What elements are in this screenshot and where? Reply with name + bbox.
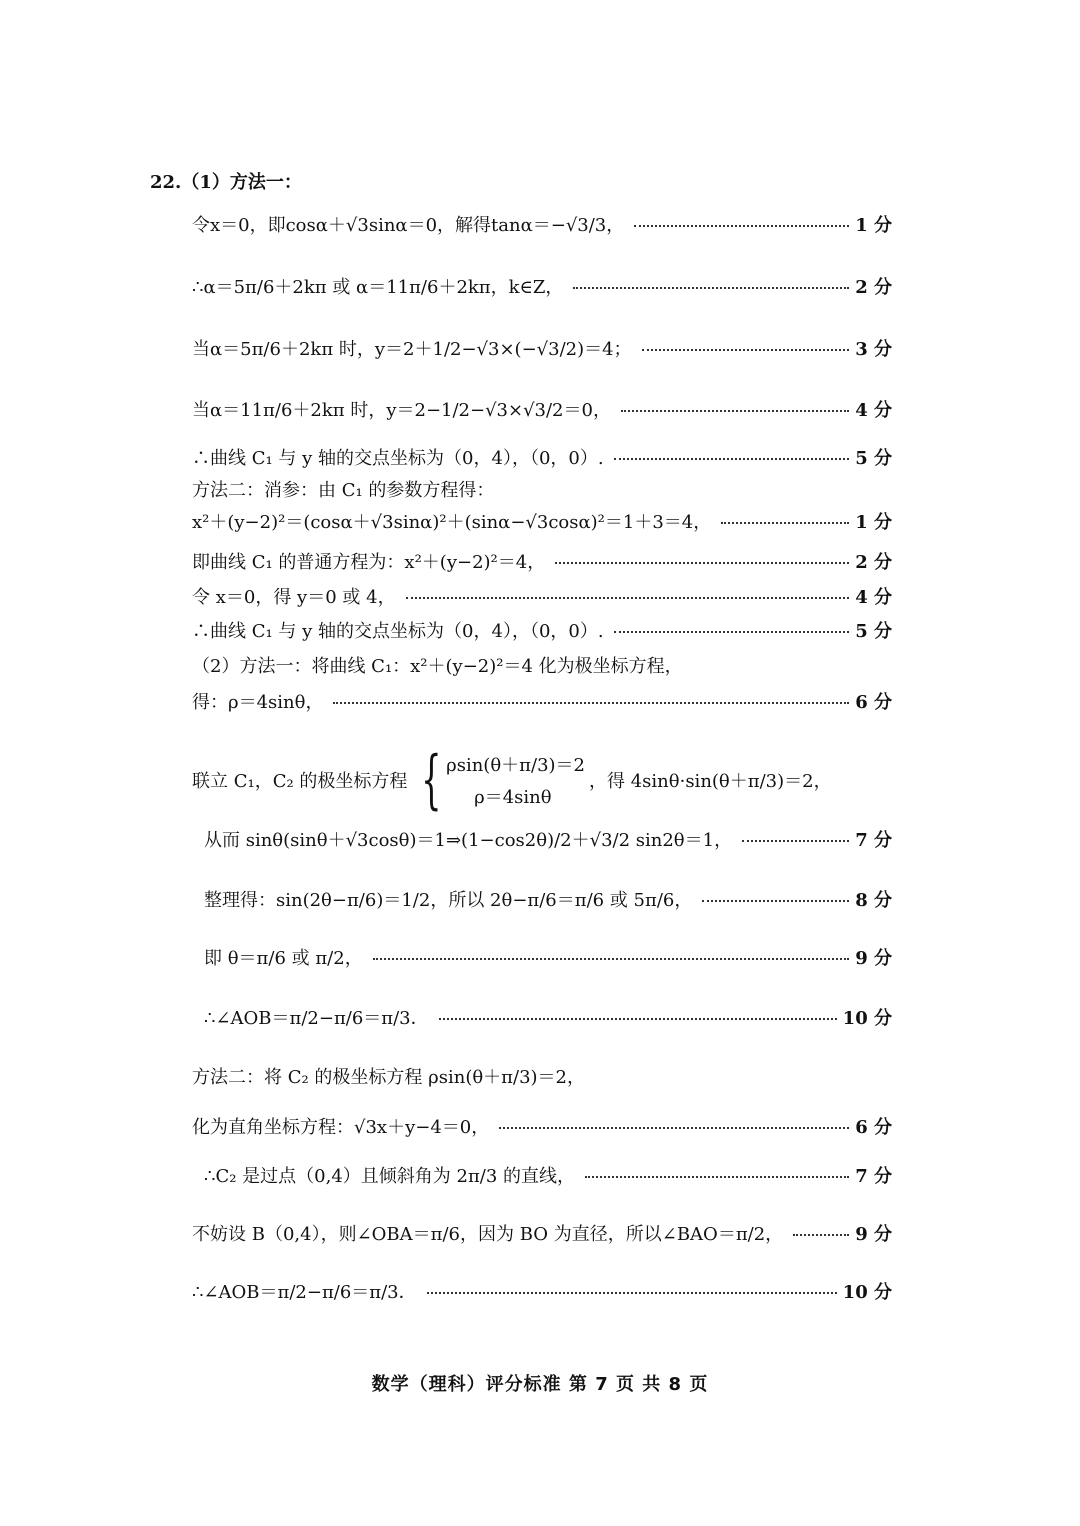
solution-expression: ∴C₂ 是过点（0,4）且倾斜角为 2π/3 的直线， [204, 1166, 576, 1187]
dotted-leader [721, 522, 849, 524]
solution-expression: 不妨设 B（0,4），则∠OBA＝π/6，因为 BO 为直径，所以∠BAO＝π/2， [192, 1224, 784, 1245]
score-points: 9 分 [855, 948, 892, 969]
solution-line [192, 548, 892, 574]
dotted-leader [634, 225, 849, 227]
solution-line [192, 688, 892, 714]
dotted-leader [614, 631, 850, 633]
dotted-leader [373, 958, 850, 960]
score-points: 10 分 [842, 1008, 892, 1029]
solution-line [192, 652, 892, 678]
dotted-leader [499, 1127, 849, 1129]
solution-expression-tail: ，得 4sinθ·sin(θ＋π/3)＝2， [589, 771, 832, 792]
solution-expression: ∴曲线 C₁ 与 y 轴的交点坐标为（0，4），（0，0）. [192, 448, 604, 469]
solution-line [192, 1113, 892, 1139]
dotted-leader [439, 1018, 837, 1020]
solution-expression: 即 θ＝π/6 或 π/2， [204, 948, 363, 969]
system-row: ρ＝4sinθ [474, 787, 552, 808]
solution-expression: 即曲线 C₁ 的普通方程为：x²＋(y−2)²＝4， [192, 552, 546, 573]
solution-line [192, 1278, 892, 1304]
solution-line [192, 583, 892, 609]
left-brace-icon: { [421, 743, 442, 817]
score-points: 9 分 [855, 1224, 892, 1245]
solution-line [192, 1063, 892, 1089]
score-points: 5 分 [855, 621, 892, 642]
solution-expression: 方法二：将 C₂ 的极坐标方程 ρsin(θ＋π/3)＝2， [192, 1067, 586, 1088]
score-points: 7 分 [855, 1166, 892, 1187]
question-header: 22.（1）方法一： [150, 172, 302, 193]
solution-expression: 得：ρ＝4sinθ， [192, 692, 324, 713]
page-footer: 数学（理科）评分标准 第 7 页 共 8 页 [371, 1374, 709, 1395]
dotted-leader [573, 287, 849, 289]
score-points: 3 分 [855, 339, 892, 360]
score-points: 6 分 [855, 692, 892, 713]
solution-line [192, 476, 892, 502]
solution-line [192, 444, 892, 470]
solution-line [192, 211, 892, 237]
score-points: 6 分 [855, 1117, 892, 1138]
solution-line [192, 273, 892, 299]
solution-expression: （2）方法一：将曲线 C₁：x²＋(y−2)²＝4 化为极坐标方程， [192, 656, 683, 677]
score-points: 10 分 [842, 1282, 892, 1303]
solution-line [192, 1220, 892, 1246]
dotted-leader [642, 349, 850, 351]
solution-expression: 整理得：sin(2θ−π/6)＝1/2，所以 2θ−π/6＝π/6 或 5π/6， [204, 890, 693, 911]
solution-line [204, 886, 892, 912]
solution-expression: x²＋(y−2)²＝(cosα＋√3sinα)²＋(sinα−√3cosα)²＝1＋3＝4， [192, 512, 712, 533]
score-points: 7 分 [855, 830, 892, 851]
solution-expression: 联立 C₁，C₂ 的极坐标方程 [192, 771, 408, 792]
score-points: 2 分 [855, 277, 892, 298]
dotted-leader [555, 562, 849, 564]
score-points: 8 分 [855, 890, 892, 911]
dotted-leader [406, 597, 850, 599]
solution-expression: ∴α＝5π/6＋2kπ 或 α＝11π/6＋2kπ，k∈Z， [192, 277, 564, 298]
solution-expression: ∴∠AOB＝π/2−π/6＝π/3． [204, 1008, 429, 1029]
solution-expression: 令x＝0，即cosα＋√3sinα＝0，解得tanα＝−√3/3， [192, 215, 625, 236]
solution-expression: 方法二：消参：由 C₁ 的参数方程得： [192, 480, 495, 501]
dotted-leader [614, 458, 850, 460]
equation-system [411, 743, 585, 817]
solution-expression: 当α＝11π/6＋2kπ 时，y＝2−1/2−√3×√3/2＝0， [192, 400, 611, 421]
solution-line [204, 1004, 892, 1030]
solution-line [192, 617, 892, 643]
dotted-leader [585, 1176, 849, 1178]
dotted-leader [621, 410, 849, 412]
solution-expression: 当α＝5π/6＋2kπ 时，y＝2＋1/2−√3×(−√3/2)＝4； [192, 339, 632, 360]
solution-line [192, 335, 892, 361]
solution-expression: ∴∠AOB＝π/2−π/6＝π/3． [192, 1282, 417, 1303]
solution-line [192, 743, 892, 817]
dotted-leader [793, 1234, 849, 1236]
solution-line [204, 1162, 892, 1188]
solution-expression: 从而 sinθ(sinθ＋√3cosθ)＝1⇒(1−cos2θ)/2＋√3/2 sin2θ＝1， [204, 830, 733, 851]
score-points: 5 分 [855, 448, 892, 469]
dotted-leader [333, 702, 849, 704]
score-points: 1 分 [855, 512, 892, 533]
dotted-leader [427, 1292, 837, 1294]
solution-expression: 化为直角坐标方程：√3x＋y−4＝0， [192, 1117, 490, 1138]
dotted-leader [702, 900, 849, 902]
solution-line [192, 508, 892, 534]
score-points: 4 分 [855, 400, 892, 421]
score-points: 2 分 [855, 552, 892, 573]
score-points: 1 分 [855, 215, 892, 236]
solution-line [204, 826, 892, 852]
system-row: ρsin(θ＋π/3)＝2 [446, 755, 585, 776]
solution-line [204, 944, 892, 970]
solution-expression: 令 x＝0，得 y＝0 或 4， [192, 587, 396, 608]
solution-line [192, 396, 892, 422]
solution-expression: ∴曲线 C₁ 与 y 轴的交点坐标为（0，4），（0，0）. [192, 621, 604, 642]
dotted-leader [742, 840, 849, 842]
score-points: 4 分 [855, 587, 892, 608]
